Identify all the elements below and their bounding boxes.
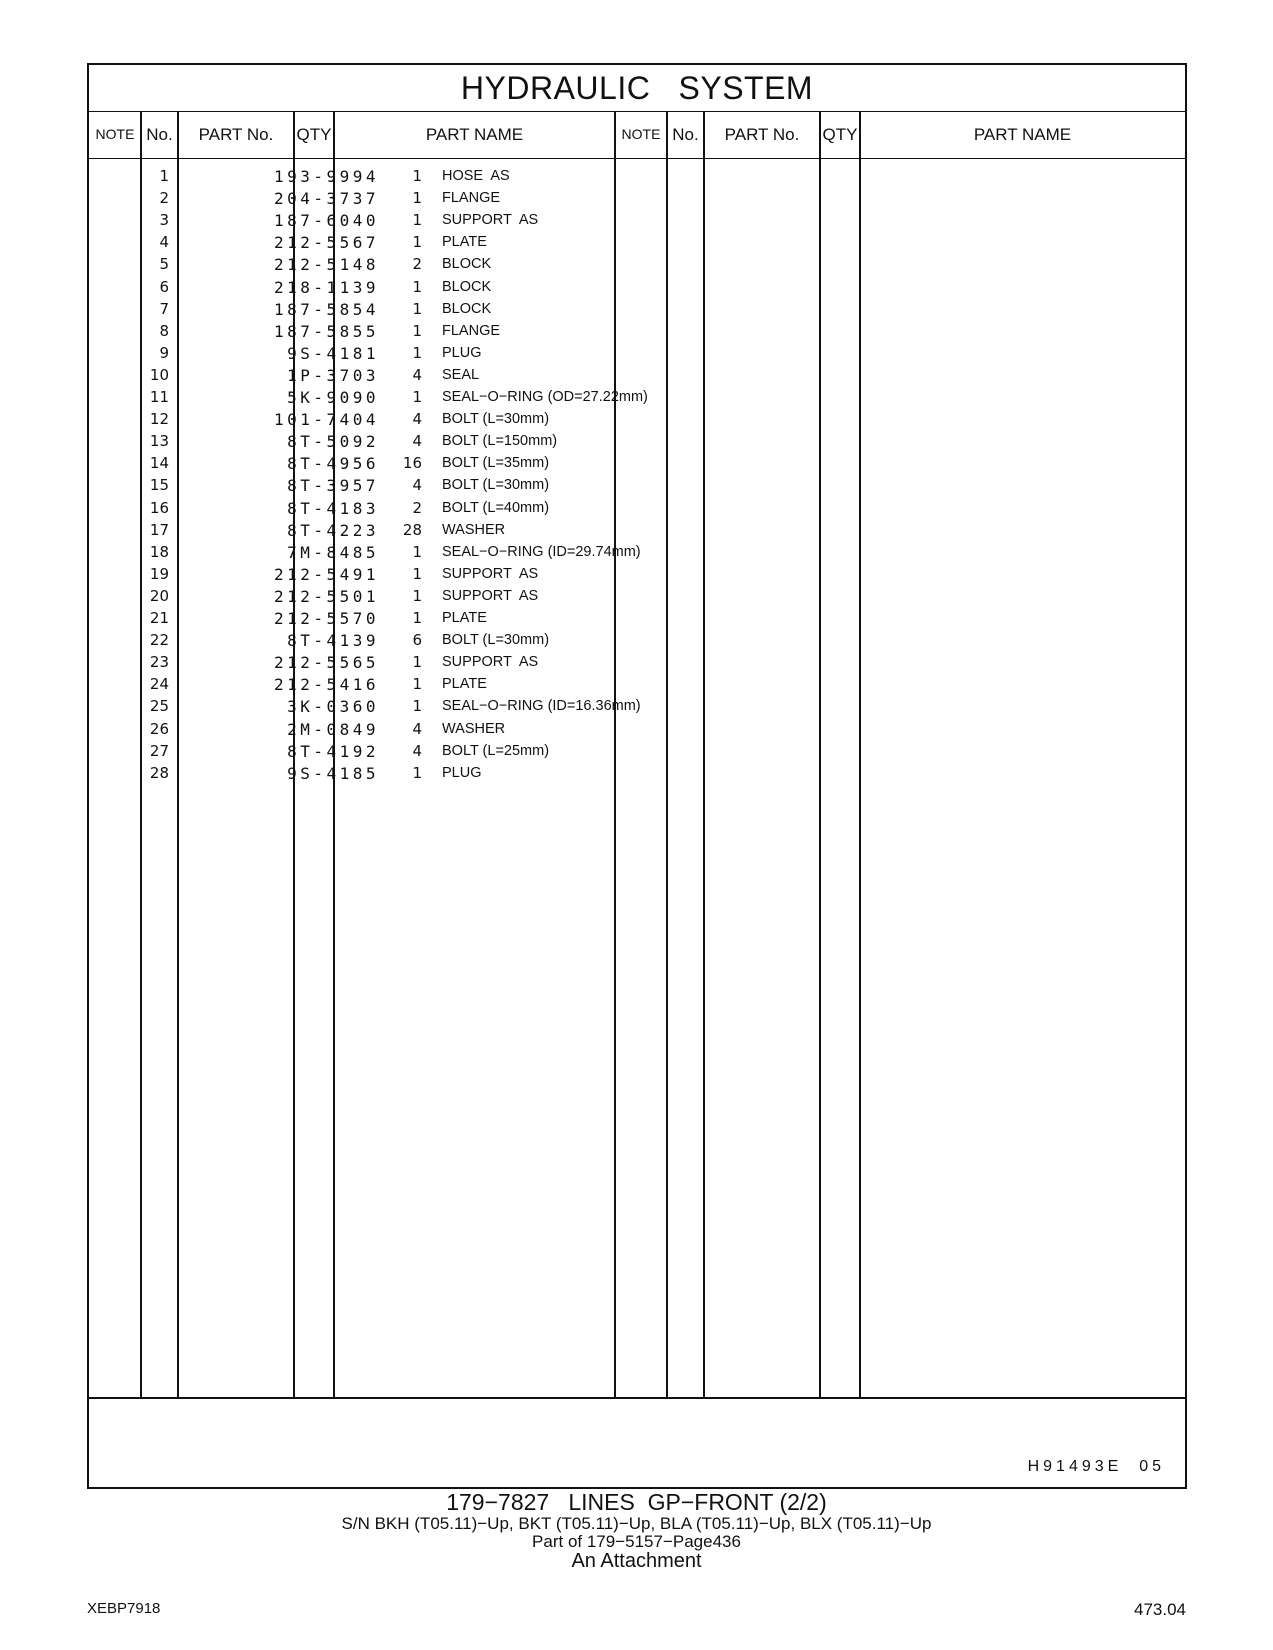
- item-number: 4: [159, 233, 169, 252]
- item-number: 24: [149, 675, 169, 694]
- part-number: 187-6040: [273, 211, 379, 231]
- item-number: 19: [149, 564, 169, 583]
- table-header-row: [89, 112, 1185, 159]
- part-name: HOSE AS: [442, 168, 510, 184]
- header-part-name-right: PART NAME: [973, 125, 1072, 144]
- item-number: 3: [159, 211, 169, 230]
- table-row: [87, 718, 727, 741]
- part-name: BLOCK: [442, 300, 492, 317]
- part-number: 5K-9090: [287, 388, 379, 407]
- part-number: 9S-4181: [287, 343, 379, 363]
- part-number: 8T-4223: [287, 520, 379, 540]
- item-number: 13: [149, 432, 169, 451]
- table-row: [87, 563, 727, 586]
- part-number: 187-5854: [273, 299, 379, 319]
- part-number: 101-7404: [273, 410, 379, 430]
- part-number: 212-5148: [273, 255, 379, 275]
- part-name: BOLT (L=150mm): [442, 433, 558, 450]
- header-note-left: NOTE: [95, 126, 135, 142]
- item-number: 25: [149, 697, 169, 716]
- page-number: 473.04: [1134, 1600, 1186, 1619]
- header-no-right: No.: [672, 125, 699, 144]
- footer-title: 179−7827 LINES GP−FRONT (2/2): [446, 1489, 827, 1515]
- item-number: 22: [149, 631, 169, 650]
- quantity: 1: [412, 388, 422, 406]
- part-number: 8T-5092: [287, 432, 379, 452]
- quantity: 1: [412, 211, 422, 230]
- footer-serial-numbers: S/N BKH (T05.11)−Up, BKT (T05.11)−Up, BLA (T05.11)−Up, BLX (T05.11)−Up: [341, 1514, 932, 1533]
- item-number: 20: [149, 586, 169, 605]
- item-number: 15: [149, 476, 169, 495]
- part-number: 212-5567: [273, 233, 379, 253]
- item-number: 17: [149, 520, 169, 539]
- item-number: 6: [159, 277, 169, 296]
- table-row: [87, 651, 727, 674]
- quantity: 1: [412, 653, 422, 672]
- quantity: 28: [402, 520, 422, 539]
- table-row: [87, 298, 727, 321]
- table-row: [87, 497, 727, 520]
- quantity: 1: [412, 564, 422, 583]
- part-name: WASHER: [442, 720, 506, 737]
- quantity: 4: [412, 365, 422, 384]
- part-number: 218-1139: [273, 277, 379, 297]
- table-row: [87, 209, 727, 232]
- part-name: FLANGE: [442, 190, 501, 207]
- part-name: BOLT (L=40mm): [442, 499, 550, 516]
- table-row: [87, 629, 727, 652]
- part-number: 8T-4192: [287, 741, 379, 761]
- quantity: 4: [412, 719, 422, 738]
- table-row: [87, 695, 727, 718]
- item-number: 11: [149, 388, 169, 406]
- part-name: SEAL: [442, 366, 480, 383]
- part-name: SUPPORT AS: [442, 212, 539, 229]
- item-number: 28: [149, 763, 169, 782]
- footer-attachment: An Attachment: [571, 1550, 702, 1572]
- header-note-right: NOTE: [621, 126, 661, 142]
- part-number: 8T-4139: [287, 631, 379, 651]
- part-number: 3K-0360: [287, 697, 379, 717]
- quantity: 4: [412, 741, 422, 760]
- part-name: PLATE: [442, 234, 487, 251]
- quantity: 2: [412, 255, 422, 274]
- part-name: FLANGE: [442, 322, 501, 339]
- part-name: BOLT (L=35mm): [442, 455, 550, 472]
- part-name: SUPPORT AS: [442, 587, 539, 604]
- part-name: SUPPORT AS: [442, 654, 539, 671]
- part-number: 212-5570: [273, 609, 379, 628]
- part-name: PLUG: [442, 344, 482, 361]
- quantity: 1: [412, 586, 422, 605]
- header-no-left: No.: [146, 125, 173, 144]
- quantity: 1: [412, 697, 422, 716]
- part-name: BOLT (L=30mm): [442, 411, 550, 428]
- item-number: 27: [149, 741, 169, 760]
- table-row: [87, 320, 727, 343]
- part-number: 2M-0849: [287, 719, 379, 739]
- part-number: 8T-4183: [287, 498, 379, 518]
- table-row: [87, 607, 727, 630]
- quantity: 4: [412, 476, 422, 495]
- part-name: PLATE: [442, 676, 487, 693]
- table-row: [87, 762, 727, 785]
- part-number: 212-5565: [273, 653, 379, 673]
- column-divider: [819, 112, 821, 1399]
- header-qty-left: QTY: [296, 125, 332, 144]
- header-part-no-left: PART No.: [198, 125, 274, 144]
- table-row: [87, 430, 727, 453]
- part-name: BLOCK: [442, 278, 492, 295]
- part-number: 212-5416: [273, 675, 379, 695]
- part-name: BOLT (L=30mm): [442, 632, 550, 649]
- drawing-code: H91493E 05: [1027, 1458, 1165, 1475]
- quantity: 1: [412, 167, 422, 185]
- quantity: 16: [402, 454, 422, 473]
- part-number: 204-3737: [273, 189, 379, 209]
- quantity: 1: [412, 763, 422, 782]
- part-number: 212-5501: [273, 586, 379, 606]
- table-row: [87, 364, 727, 387]
- quantity: 1: [412, 343, 422, 362]
- part-name: SEAL−O−RING (ID=16.36mm): [442, 698, 641, 715]
- footer-part-of: Part of 179−5157−Page436: [532, 1532, 741, 1551]
- item-number: 16: [149, 498, 169, 517]
- quantity: 1: [412, 277, 422, 296]
- header-part-no-right: PART No.: [724, 125, 800, 144]
- table-row: [87, 585, 727, 608]
- quantity: 2: [412, 498, 422, 517]
- part-number: 7M-8485: [287, 542, 379, 562]
- quantity: 6: [412, 631, 422, 650]
- column-divider: [859, 112, 861, 1399]
- item-number: 18: [149, 542, 169, 561]
- part-number: 193-9994: [273, 167, 379, 186]
- table-row: [87, 673, 727, 696]
- table-row: [87, 342, 727, 365]
- quantity: 4: [412, 432, 422, 451]
- item-number: 1: [159, 167, 169, 185]
- table-row: [87, 386, 727, 409]
- quantity: 1: [412, 542, 422, 561]
- part-name: SEAL−O−RING (ID=29.74mm): [442, 543, 641, 560]
- item-number: 2: [159, 189, 169, 208]
- table-row: [87, 541, 727, 564]
- header-part-name-left: PART NAME: [425, 125, 524, 144]
- item-number: 12: [149, 410, 169, 429]
- item-number: 9: [159, 343, 169, 362]
- item-number: 23: [149, 653, 169, 672]
- table-row: [87, 276, 727, 299]
- quantity: 4: [412, 410, 422, 429]
- part-name: PLATE: [442, 610, 487, 626]
- part-name: WASHER: [442, 521, 506, 538]
- quantity: 1: [412, 189, 422, 208]
- item-number: 26: [149, 719, 169, 738]
- quantity: 1: [412, 609, 422, 627]
- item-number: 7: [159, 299, 169, 318]
- item-number: 8: [159, 321, 169, 340]
- part-name: SEAL−O−RING (OD=27.22mm): [442, 389, 648, 405]
- table-row: [87, 165, 727, 188]
- quantity: 1: [412, 233, 422, 252]
- part-number: 9S-4185: [287, 763, 379, 783]
- part-number: 1P-3703: [287, 365, 379, 385]
- item-number: 21: [149, 609, 169, 627]
- header-qty-right: QTY: [822, 125, 858, 144]
- table-row: [87, 452, 727, 475]
- part-number: 187-5855: [273, 321, 379, 341]
- table-row: [87, 740, 727, 763]
- table-row: [87, 474, 727, 497]
- item-number: 10: [149, 365, 169, 384]
- part-name: BOLT (L=25mm): [442, 742, 550, 759]
- part-name: BLOCK: [442, 256, 492, 273]
- quantity: 1: [412, 321, 422, 340]
- table-row: [87, 519, 727, 542]
- part-name: BOLT (L=30mm): [442, 477, 550, 494]
- item-number: 5: [159, 255, 169, 274]
- part-name: PLUG: [442, 764, 482, 781]
- item-number: 14: [149, 454, 169, 473]
- page-footer: [0, 1490, 1273, 1571]
- table-bottom-divider: [89, 1397, 1185, 1399]
- quantity: 1: [412, 299, 422, 318]
- table-row: [87, 408, 727, 431]
- part-number: 8T-4956: [287, 454, 379, 474]
- page-title: HYDRAULIC SYSTEM: [89, 65, 1185, 112]
- table-row: [87, 253, 727, 276]
- document-code: XEBP7918: [87, 1600, 161, 1617]
- table-row: [87, 187, 727, 210]
- table-row: [87, 231, 727, 254]
- part-number: 8T-3957: [287, 476, 379, 496]
- part-name: SUPPORT AS: [442, 565, 539, 582]
- part-number: 212-5491: [273, 564, 379, 584]
- quantity: 1: [412, 675, 422, 694]
